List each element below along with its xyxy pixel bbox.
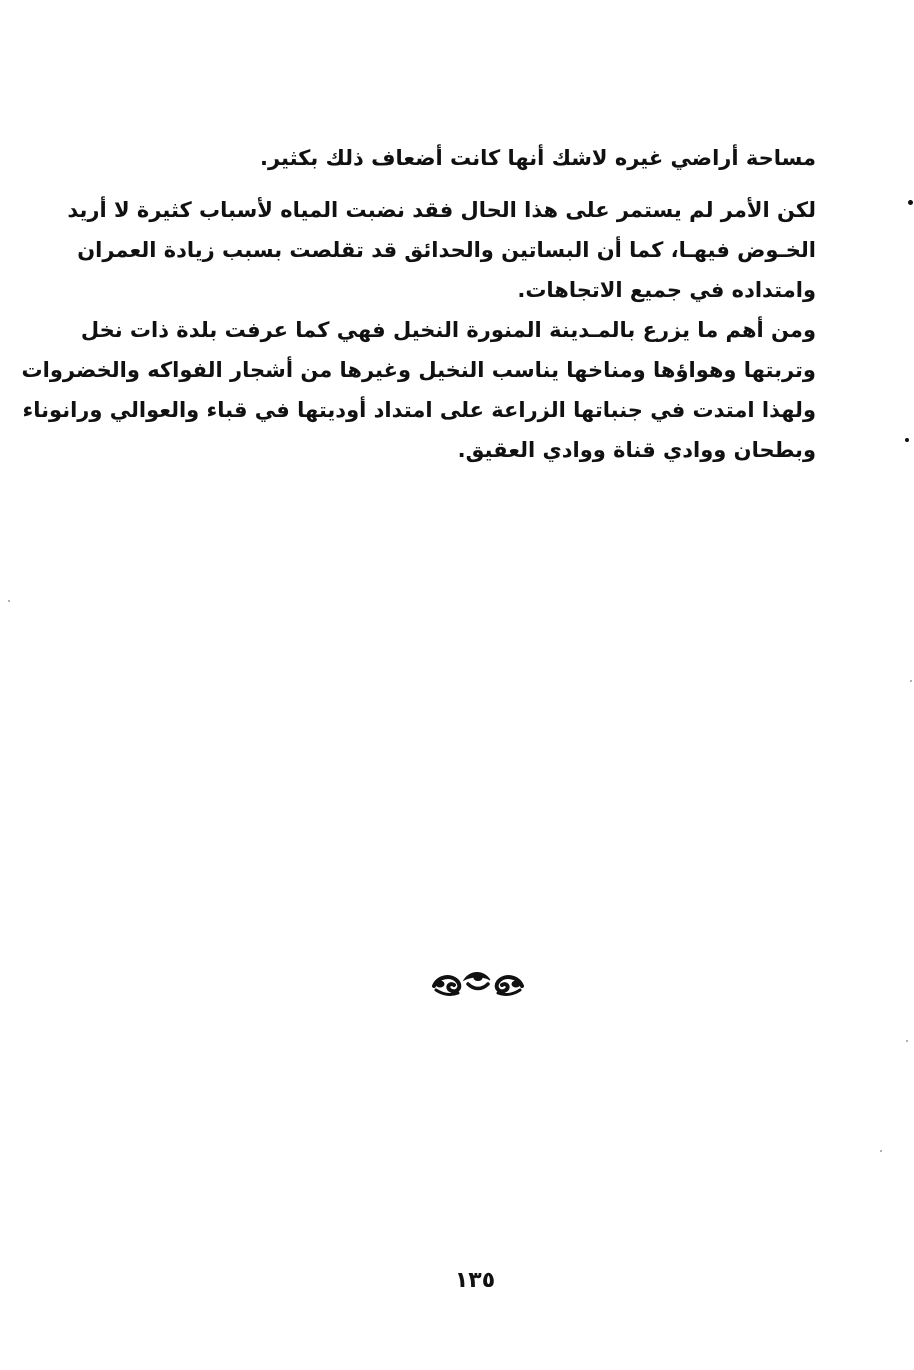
paragraph-line: وتربتها وهواؤها ومناخها يناسب النخيل وغيرها من أشجار الفواكه والخضروات [21, 358, 816, 382]
scan-speck [906, 1040, 908, 1042]
paragraph-line: ولهذا امتدت في جنباتها الزراعة على امتداد أوديتها في قباء والعوالي ورانوناء [22, 398, 816, 422]
paragraph-3 [21, 310, 816, 470]
margin-dot [905, 438, 909, 442]
paragraph-2 [67, 190, 816, 310]
paragraph-line: وبطحان ووادي قناة ووادي العقيق. [457, 438, 816, 462]
scan-speck [8, 600, 10, 602]
paragraph-line: لكن الأمر لم يستمر على هذا الحال فقد نضبت المياه لأسباب كثيرة لا أريد [67, 198, 816, 222]
floral-divider-icon [428, 960, 528, 1004]
paragraph-line: ومن أهم ما يزرع بالمـدينة المنورة النخيل فهي كما عرفت بلدة ذات نخل [80, 318, 816, 342]
margin-dot [908, 200, 913, 205]
paragraph-line: مساحة أراضي غيره لاشك أنها كانت أضعاف ذلك بكثير. [259, 146, 816, 170]
scan-speck [910, 680, 912, 682]
scan-speck [880, 1150, 882, 1152]
page-number: ١٣٥ [454, 1268, 496, 1293]
paragraph-line: وامتداده في جميع الاتجاهات. [517, 278, 816, 302]
paragraph-line: الخـوض فيهـا، كما أن البساتين والحدائق قد تقلصت بسبب زيادة العمران [77, 238, 816, 262]
paragraph-1 [140, 138, 816, 178]
